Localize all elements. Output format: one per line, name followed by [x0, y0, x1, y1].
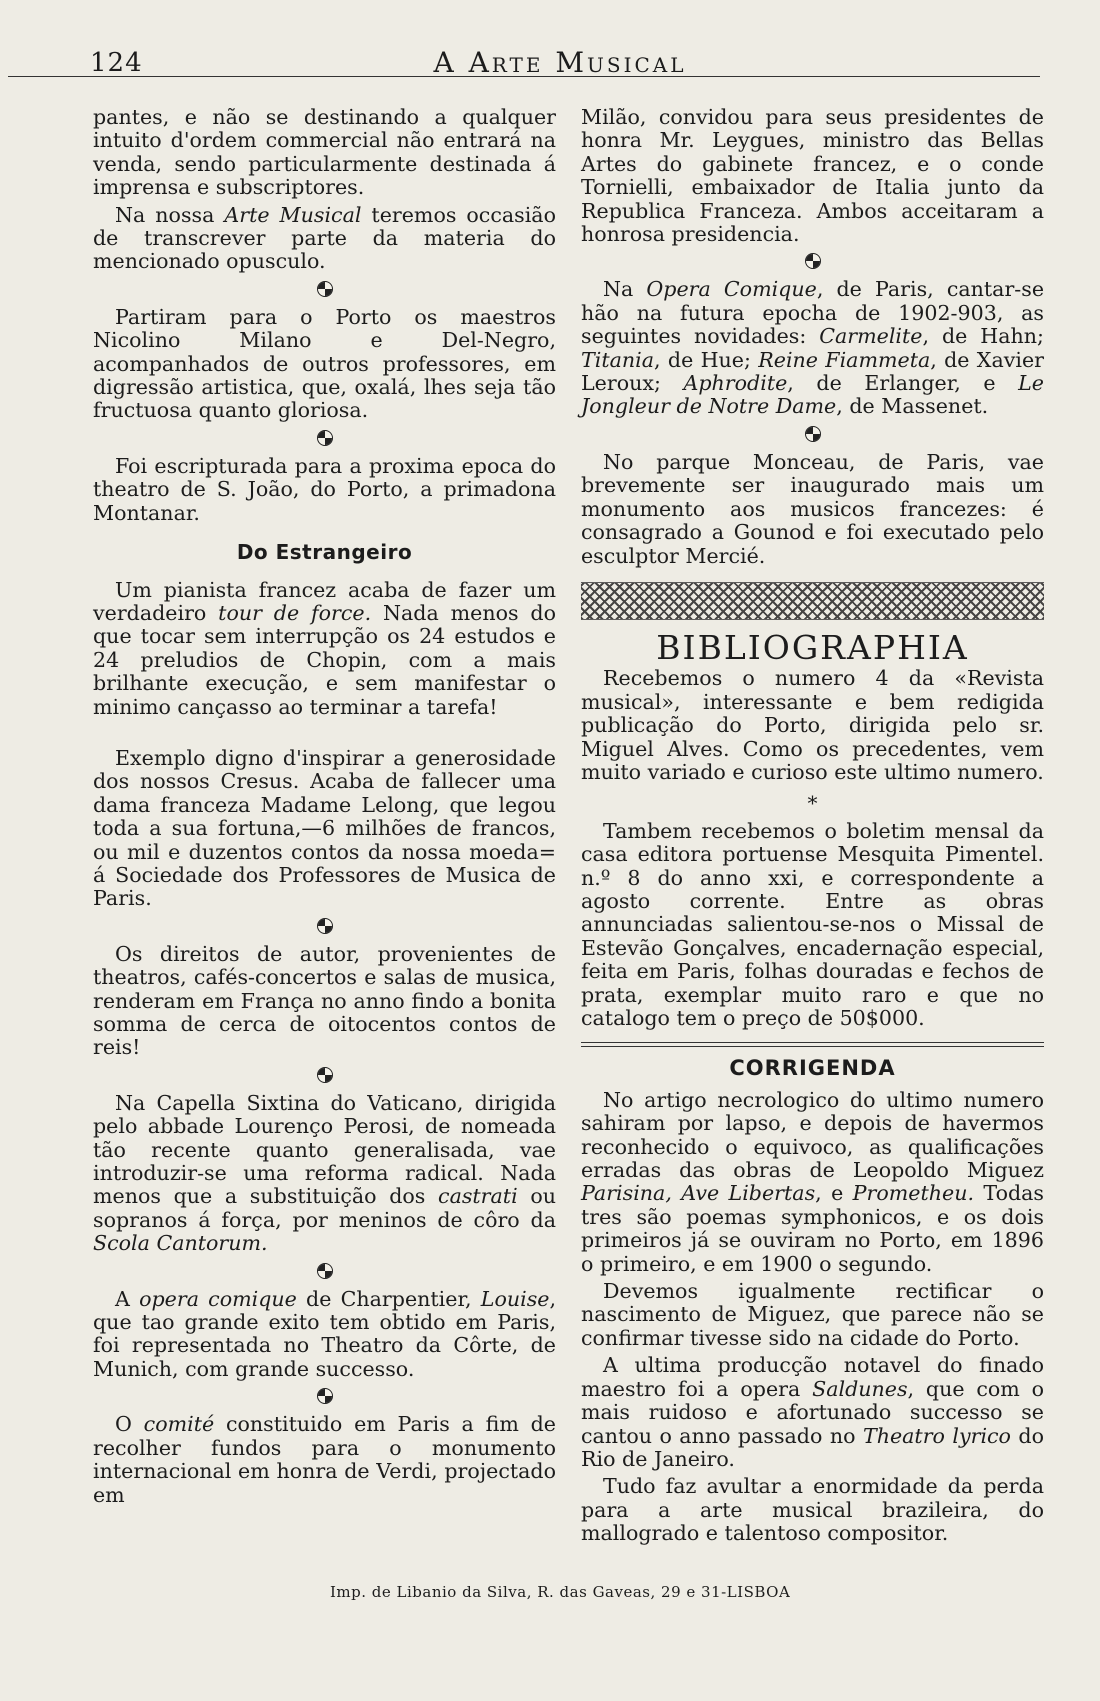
paragraph: Devemos igualmente rectificar o nascimento de Miguez, que parece não se confirmar tivesse sido na cidade do Porto.: [581, 1279, 1044, 1350]
section-heading: Do Estrangeiro: [236, 540, 413, 565]
paragraph: Tudo faz avultar a enormidade da perda para a arte musical brazileira, do mallogrado e talentoso compositor.: [581, 1474, 1044, 1546]
paragraph: Um pianista francez acaba de fazer um verdadeiro tour de force. Nada menos do que tocar sem interrupção os 24 estudos e 24 preludios de Chopin, com a mais brilhante execução, e sem manifestar o minimo cançasso ao terminar a tarefa!: [93, 577, 556, 719]
corrigenda-heading: CORRIGENDA: [729, 1056, 896, 1081]
section-ornament-icon: [317, 430, 333, 446]
emphasis: Arte Musical: [224, 202, 362, 227]
bibliography-heading: BIBLIOGRAPHIA: [656, 627, 969, 667]
paragraph: Na Capella Sixtina do Vaticano, dirigida pelo abbade Lourenço Perosi, de nomeada tão recente quanto generalisada, vae introduzir-se uma reforma radical. Nada menos que a substituição dos castrati ou sopranos á força, por meninos de côro da Scola Cantorum.: [93, 1090, 556, 1256]
emphasis: comité: [143, 1412, 215, 1437]
section-ornament-icon: [317, 281, 333, 297]
paragraph: Os direitos de autor, provenientes de theatros, cafés-concertos e salas de musica, renderam em França no anno findo a bonita somma de cerca de oitocentos contos de reis!: [93, 941, 556, 1060]
spacer: [93, 723, 556, 747]
printer-imprint: Imp. de Libanio da Silva, R. das Gaveas, 29 e 31-LISBOA: [330, 1583, 791, 1601]
paragraph: O comité constituido em Paris a fim de recolher fundos para o monumento internacional em honra de Verdi, projectado em: [93, 1412, 556, 1507]
asterisk-separator: *: [807, 791, 818, 816]
paragraph: pantes, e não se destinando a qualquer intuito d'ordem commercial não entrará na venda, sendo particularmente destinada á imprensa e subscriptores.: [93, 105, 556, 200]
paragraph: Partiram para o Porto os maestros Nicolino Milano e Del-Negro, acompanhados de outros professores, em digressão artistica, que, oxalá, lhes seja tão fructuosa quanto gloriosa.: [93, 304, 556, 423]
section-ornament-icon: [317, 1067, 333, 1083]
emphasis: castrati: [438, 1184, 518, 1209]
right-column: [581, 106, 1044, 1550]
section-ornament-icon: [317, 1263, 333, 1279]
left-column: [93, 106, 556, 1511]
section-ornament-icon: [317, 918, 333, 934]
page-number: 124: [90, 48, 143, 78]
paragraph: A ultima producção notavel do finado maestro foi a opera Saldunes, que com o mais ruidoso e afortunado successo se cantou o anno passado no Theatro lyrico do Rio de Janeiro.: [581, 1353, 1044, 1471]
paragraph: No parque Monceau, de Paris, vae brevemente ser inaugurado mais um monumento aos musicos francezes: é consagrado a Gounod e foi executado pelo esculptor Mercié.: [581, 449, 1044, 568]
journal-title: A Arte Musical: [433, 46, 687, 79]
double-rule: [581, 1042, 1044, 1047]
emphasis: tour de force.: [218, 600, 372, 625]
section-ornament-icon: [317, 1388, 333, 1404]
paragraph: Tambem recebemos o boletim mensal da casa editora portuense Mesquita Pimentel. n.º 8 do anno xxi, e correspondente a agosto corrente. Entre as obras annunciadas salientou-se-nos o Missal de Estevão Gonçalves, encadernação especial, feita em Paris, folhas douradas e fechos de prata, exemplar muito raro e que no catalogo tem o preço de 50$000.: [581, 818, 1044, 1030]
emphasis: Louise: [480, 1286, 550, 1311]
paragraph: Na nossa Arte Musical teremos occasião de transcrever parte da materia do mencionado opusculo.: [93, 202, 556, 274]
paragraph: Foi escripturada para a proxima epoca do theatro de S. João, do Porto, a primadona Montanar.: [93, 453, 556, 525]
paragraph: A opera comique de Charpentier, Louise, que tao grande exito tem obtido em Paris, foi representada no Theatro da Côrte, de Munich, com grande successo.: [93, 1286, 557, 1381]
decorative-band: [581, 582, 1044, 620]
section-ornament-icon: [805, 426, 821, 442]
paragraph: No artigo necrologico do ultimo numero sahiram por lapso, e depois de havermos reconhecido o equivoco, as qualificações erradas das obras de Leopoldo Miguez Parisina, Ave Libertas, e Prometheu. Todas tres são poemas symphonicos, e os dois primeiros já se ouviram no Porto, em 1896 o primeiro, e em 1900 o segundo.: [581, 1087, 1044, 1276]
paragraph: Exemplo digno d'inspirar a generosidade dos nossos Cresus. Acaba de fallecer uma dama franceza Madame Lelong, que legou toda a sua fortuna,—6 milhões de francos, ou mil e duzentos contos da nossa moeda= á Sociedade dos Professores de Musica de Paris.: [93, 745, 556, 911]
emphasis: opera comique: [139, 1286, 297, 1311]
paragraph: Na Opera Comique, de Paris, cantar-se hão na futura epocha de 1902-903, as seguintes novidades: Carmelite, de Hahn; Titania, de Hue; Reine Fiammeta, de Xavier Leroux; Aphrodite, de Erlanger, e Le Jongleur de Notre Dame, de Massenet.: [581, 277, 1045, 419]
paragraph: Milão, convidou para seus presidentes de honra Mr. Leygues, ministro das Bellas Artes do gabinete francez, e o conde Tornielli, embaixador de Italia junto da Republica Franceza. Ambos acceitaram a honrosa presidencia.: [581, 105, 1044, 247]
header-rule: [8, 76, 1040, 77]
emphasis: Scola Cantorum.: [93, 1231, 268, 1256]
section-ornament-icon: [805, 253, 821, 269]
page-header: [80, 44, 1040, 84]
paragraph: Recebemos o numero 4 da «Revista musical», interessante e bem redigida publicação do Porto, dirigida pelo sr. Miguel Alves. Como os precedentes, vem muito variado e curioso este ultimo numero.: [581, 666, 1044, 784]
